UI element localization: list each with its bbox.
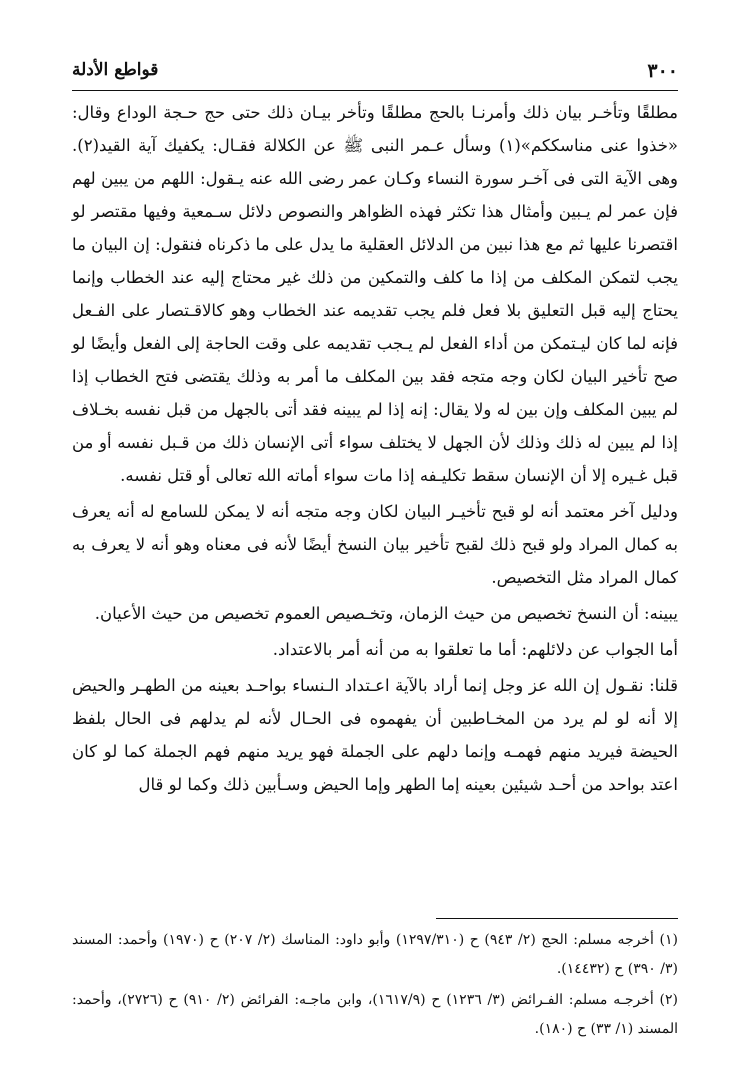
paragraph: ودليل آخر معتمد أنه لو قبح تأخيـر البيان لكان وجه متجه أنه لا يمكن للسامع له أنه يعرف به كمال المراد ولو قبح ذلك لقبح تأخير بيان النسخ أيضًا لأنه فى معناه وهو أنه لا يعرف به كمال المراد مثل التخصيص. bbox=[72, 502, 678, 587]
paragraph: يبينه: أن النسخ تخصيص من حيث الزمان، وتخـصيص العموم تخصيص من حيث الأعيان. bbox=[94, 604, 678, 623]
page-number: ٣٠٠ bbox=[647, 60, 678, 82]
running-title: قواطع الأدلة bbox=[72, 60, 159, 80]
page-header bbox=[72, 56, 678, 91]
footnote: (١) أخرجه مسلم: الحج (٢/ ٩٤٣) ح (١٢٩٧/٣١٠) وأبو داود: المناسك (٢/ ٢٠٧) ح (١٩٧٠) وأحمد: المسند (٣/ ٣٩٠) ح (١٤٤٣٢). bbox=[72, 932, 678, 977]
main-text bbox=[72, 96, 678, 801]
paragraph: أما الجواب عن دلائلهم: أما ما تعلقوا به من أنه أمر بالاعتداد. bbox=[272, 640, 678, 659]
paragraph: قلنا: نقـول إن الله عز وجل إنما أراد بالآية اعـتداد الـنساء بواحـد بعينه من الطهـر والحيض إلا أنه لو لم يرد من المخـاطبين أن يفهموه فى الحـال لأنه لم يدلهم فى الحال بلفظ الحيضة فيريد منهم فهمـه وإنما دلهم على الجملة فهو يريد منهم فهم الجملة كما لو كان اعتد بواحد من أحـد شيئين بعينه إما الطهر وإما الحيض وسـأبين ذلك وكما لو قال bbox=[72, 676, 678, 794]
footnote: (٢) أخرجـه مسلم: الفـرائض (٣/ ١٢٣٦) ح (١٦١٧/٩)، وابن ماجـه: الفرائض (٢/ ٩١٠) ح (٢٧٢٦)، وأحمد: المسند (١/ ٣٣) ح (١٨٠). bbox=[72, 992, 678, 1037]
paragraph: مطلقًا وتأخـر بيان ذلك وأمرنـا بالحج مطلقًا وتأخر بيـان ذلك حتى حج حـجة الوداع وقال: «خذوا عنى مناسككم»(١) وسأل عـمر النبى ﷺ عن الكلالة فقـال: يكفيك آية القيد(٢). وهى الآية التى فى آخـر سورة النساء وكـان عمر رضى الله عنه يـقول: اللهم من يبين لهم فإن عمر لم يـبين وأمثال هذا تكثر فهذه الظواهر والنصوص دلائل سـمعية وفيها مقتصر لو اقتصرنا عليها ثم مع هذا نبين من الدلائل العقلية ما يدل على ما ذكرناه فنقول: إن البيان ما يجب لتمكن المكلف من إذا ما كلف والتمكين من ذلك غير محتاج إليه عند الخطاب وإنما يحتاج إليه قبل التعليق بلا فعل فلم يجب تقديمه عند الخطاب وهو كالاقـتصار على الفـعل فإنه لما كان ليـتمكن من أداء الفعل لم يـجب تقديمه على وقت الحاجة إلى الفعل وأيضًا لو صح تأخير البيان لكان وجه متجه فقد بين المكلف ما أمر به وذلك يقتضى فتح الخطاب إذا لم يبين المكلف وإن بين له ولا يقال: إنه إذا لم يبينه فقد أتى بالجهل من قبل نفسه بخـلاف إذا لم يبين له ذلك وذلك لأن الجهل لا يختلف سواء أتى الإنسان ذلك من قـبل نفسه أو من قبل غـيره إلا أن الإنسان سقط تكليـفه إذا مات سواء أماته الله تعالى أو قتل نفسه. bbox=[72, 103, 678, 485]
footnotes bbox=[72, 926, 678, 1044]
footnote-divider bbox=[436, 918, 678, 919]
